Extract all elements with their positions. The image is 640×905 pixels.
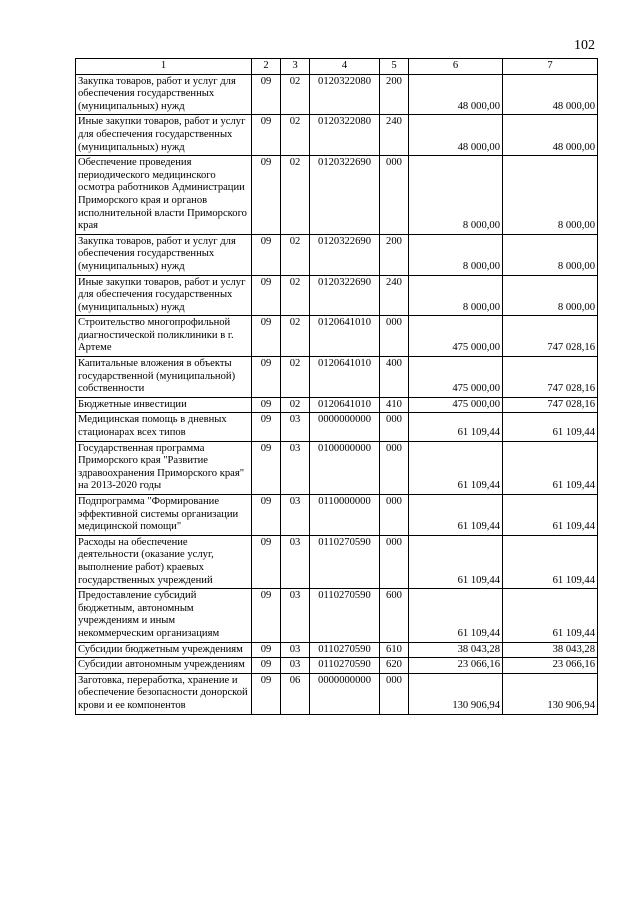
row-name-cell: Строительство многопрофильной диагностической поликлиники в г. Артеме — [76, 316, 252, 357]
section-code-cell: 09 — [252, 673, 281, 714]
expense-type-cell: 240 — [380, 115, 409, 156]
amount-cell: 61 109,44 — [503, 535, 598, 588]
amount-cell: 747 028,16 — [503, 397, 598, 413]
amount-cell: 61 109,44 — [409, 413, 503, 441]
subsection-code-cell: 03 — [281, 658, 310, 674]
section-code-cell: 09 — [252, 495, 281, 536]
table-row — [76, 589, 598, 642]
target-article-cell: 0120322690 — [310, 275, 380, 316]
table-row — [76, 234, 598, 275]
section-code-cell: 09 — [252, 275, 281, 316]
subsection-code-cell: 03 — [281, 535, 310, 588]
amount-cell: 747 028,16 — [503, 316, 598, 357]
target-article-cell: 0120322690 — [310, 156, 380, 235]
amount-cell: 8 000,00 — [503, 234, 598, 275]
row-name-cell: Государственная программа Приморского края "Развитие здравоохранения Приморского края" на 2013-2020 годы — [76, 441, 252, 494]
expense-type-cell: 200 — [380, 234, 409, 275]
table-row — [76, 74, 598, 115]
subsection-code-cell: 03 — [281, 441, 310, 494]
column-number-row — [76, 59, 598, 75]
row-name-cell: Закупка товаров, работ и услуг для обеспечения государственных (муниципальных) нужд — [76, 234, 252, 275]
amount-cell: 23 066,16 — [409, 658, 503, 674]
subsection-code-cell: 02 — [281, 115, 310, 156]
amount-cell: 61 109,44 — [409, 441, 503, 494]
row-name-cell: Капитальные вложения в объекты государственной (муниципальной) собственности — [76, 357, 252, 398]
section-code-cell: 09 — [252, 357, 281, 398]
column-header: 6 — [409, 59, 503, 75]
expense-type-cell: 610 — [380, 642, 409, 658]
row-name-cell: Подпрограмма "Формирование эффективной системы организации медицинской помощи" — [76, 495, 252, 536]
target-article-cell: 0110270590 — [310, 535, 380, 588]
section-code-cell: 09 — [252, 316, 281, 357]
amount-cell: 130 906,94 — [503, 673, 598, 714]
subsection-code-cell: 02 — [281, 316, 310, 357]
section-code-cell: 09 — [252, 441, 281, 494]
amount-cell: 23 066,16 — [503, 658, 598, 674]
row-name-cell: Расходы на обеспечение деятельности (оказание услуг, выполнение работ) краевых государственных учреждений — [76, 535, 252, 588]
amount-cell: 8 000,00 — [409, 156, 503, 235]
table-row — [76, 535, 598, 588]
row-name-cell: Субсидии автономным учреждениям — [76, 658, 252, 674]
target-article-cell: 0110270590 — [310, 658, 380, 674]
section-code-cell: 09 — [252, 658, 281, 674]
target-article-cell: 0110000000 — [310, 495, 380, 536]
row-name-cell: Медицинская помощь в дневных стационарах всех типов — [76, 413, 252, 441]
amount-cell: 61 109,44 — [503, 495, 598, 536]
row-name-cell: Обеспечение проведения периодического медицинского осмотра работников Администрации Приморского края и органов исполнительной власти Приморского края — [76, 156, 252, 235]
target-article-cell: 0120322690 — [310, 234, 380, 275]
subsection-code-cell: 03 — [281, 642, 310, 658]
amount-cell: 61 109,44 — [503, 589, 598, 642]
section-code-cell: 09 — [252, 589, 281, 642]
amount-cell: 48 000,00 — [409, 74, 503, 115]
amount-cell: 38 043,28 — [503, 642, 598, 658]
subsection-code-cell: 02 — [281, 275, 310, 316]
target-article-cell: 0120641010 — [310, 316, 380, 357]
section-code-cell: 09 — [252, 413, 281, 441]
row-name-cell: Иные закупки товаров, работ и услуг для обеспечения государственных (муниципальных) нужд — [76, 115, 252, 156]
amount-cell: 8 000,00 — [503, 275, 598, 316]
amount-cell: 130 906,94 — [409, 673, 503, 714]
table-body — [76, 74, 598, 714]
expense-type-cell: 620 — [380, 658, 409, 674]
table-row — [76, 115, 598, 156]
column-header: 1 — [76, 59, 252, 75]
subsection-code-cell: 03 — [281, 589, 310, 642]
expense-type-cell: 000 — [380, 673, 409, 714]
subsection-code-cell: 02 — [281, 156, 310, 235]
expense-type-cell: 200 — [380, 74, 409, 115]
subsection-code-cell: 03 — [281, 413, 310, 441]
table-row — [76, 275, 598, 316]
table-row — [76, 642, 598, 658]
amount-cell: 475 000,00 — [409, 397, 503, 413]
section-code-cell: 09 — [252, 535, 281, 588]
expense-type-cell: 400 — [380, 357, 409, 398]
table-row — [76, 156, 598, 235]
table-row — [76, 316, 598, 357]
page-number: 102 — [574, 38, 595, 53]
amount-cell: 61 109,44 — [409, 535, 503, 588]
amount-cell: 747 028,16 — [503, 357, 598, 398]
column-header: 4 — [310, 59, 380, 75]
row-name-cell: Субсидии бюджетным учреждениям — [76, 642, 252, 658]
amount-cell: 61 109,44 — [409, 589, 503, 642]
amount-cell: 61 109,44 — [409, 495, 503, 536]
amount-cell: 8 000,00 — [409, 234, 503, 275]
expense-type-cell: 000 — [380, 441, 409, 494]
section-code-cell: 09 — [252, 115, 281, 156]
row-name-cell: Закупка товаров, работ и услуг для обеспечения государственных (муниципальных) нужд — [76, 74, 252, 115]
expense-type-cell: 000 — [380, 316, 409, 357]
table-row — [76, 441, 598, 494]
table-row — [76, 413, 598, 441]
expense-type-cell: 000 — [380, 413, 409, 441]
target-article-cell: 0110270590 — [310, 642, 380, 658]
amount-cell: 48 000,00 — [503, 74, 598, 115]
expense-type-cell: 000 — [380, 495, 409, 536]
target-article-cell: 0120641010 — [310, 397, 380, 413]
target-article-cell: 0000000000 — [310, 673, 380, 714]
subsection-code-cell: 06 — [281, 673, 310, 714]
section-code-cell: 09 — [252, 156, 281, 235]
column-header: 7 — [503, 59, 598, 75]
section-code-cell: 09 — [252, 642, 281, 658]
row-name-cell: Бюджетные инвестиции — [76, 397, 252, 413]
row-name-cell: Предоставление субсидий бюджетным, автономным учреждениям и иным некоммерческим организациям — [76, 589, 252, 642]
target-article-cell: 0120641010 — [310, 357, 380, 398]
table-row — [76, 397, 598, 413]
expense-type-cell: 000 — [380, 535, 409, 588]
amount-cell: 38 043,28 — [409, 642, 503, 658]
amount-cell: 48 000,00 — [503, 115, 598, 156]
section-code-cell: 09 — [252, 74, 281, 115]
subsection-code-cell: 02 — [281, 397, 310, 413]
column-header: 2 — [252, 59, 281, 75]
subsection-code-cell: 02 — [281, 357, 310, 398]
column-header: 3 — [281, 59, 310, 75]
row-name-cell: Заготовка, переработка, хранение и обеспечение безопасности донорской крови и ее компонентов — [76, 673, 252, 714]
expense-type-cell: 600 — [380, 589, 409, 642]
expense-type-cell: 240 — [380, 275, 409, 316]
section-code-cell: 09 — [252, 397, 281, 413]
amount-cell: 8 000,00 — [503, 156, 598, 235]
target-article-cell: 0000000000 — [310, 413, 380, 441]
amount-cell: 48 000,00 — [409, 115, 503, 156]
target-article-cell: 0120322080 — [310, 115, 380, 156]
row-name-cell: Иные закупки товаров, работ и услуг для обеспечения государственных (муниципальных) нужд — [76, 275, 252, 316]
amount-cell: 61 109,44 — [503, 413, 598, 441]
subsection-code-cell: 02 — [281, 234, 310, 275]
section-code-cell: 09 — [252, 234, 281, 275]
target-article-cell: 0110270590 — [310, 589, 380, 642]
target-article-cell: 0120322080 — [310, 74, 380, 115]
amount-cell: 61 109,44 — [503, 441, 598, 494]
expense-type-cell: 000 — [380, 156, 409, 235]
table-row — [76, 673, 598, 714]
budget-table — [75, 58, 598, 715]
table-row — [76, 357, 598, 398]
target-article-cell: 0100000000 — [310, 441, 380, 494]
subsection-code-cell: 02 — [281, 74, 310, 115]
column-header: 5 — [380, 59, 409, 75]
amount-cell: 8 000,00 — [409, 275, 503, 316]
expense-type-cell: 410 — [380, 397, 409, 413]
amount-cell: 475 000,00 — [409, 316, 503, 357]
table-row — [76, 658, 598, 674]
subsection-code-cell: 03 — [281, 495, 310, 536]
table-row — [76, 495, 598, 536]
amount-cell: 475 000,00 — [409, 357, 503, 398]
